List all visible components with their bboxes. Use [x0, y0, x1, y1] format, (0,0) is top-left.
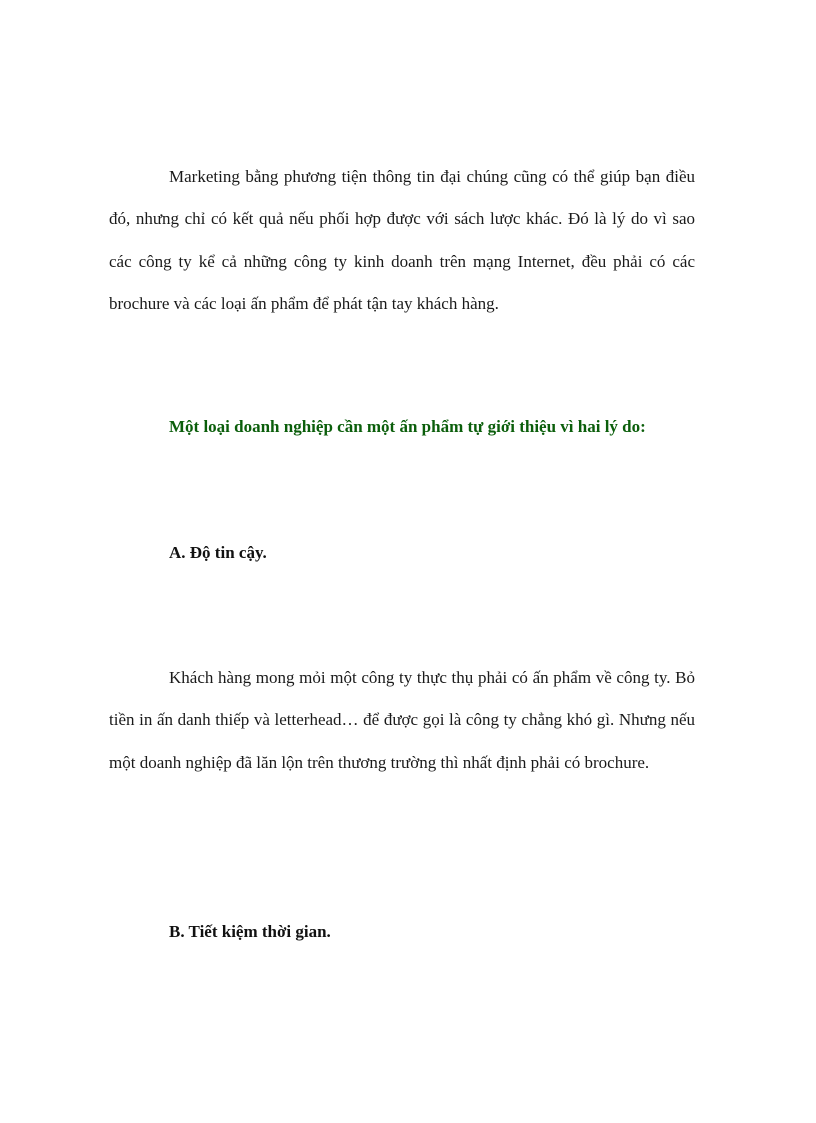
intro-paragraph: Marketing bằng phương tiện thông tin đại chúng cũng có thể giúp bạn điều đó, nhưng chỉ có kết quả nếu phối hợp được với sách lược khác. Đó là lý do vì sao các công ty kể cả những công ty kinh doanh trên mạng Internet, đều phải có các brochure và các loại ấn phẩm để phát tận tay khách hàng. — [109, 167, 695, 313]
section-heading: Một loại doanh nghiệp cần một ấn phẩm tự giới thiệu vì hai lý do: — [169, 417, 646, 436]
reliability-paragraph: Khách hàng mong mỏi một công ty thực thụ phải có ấn phẩm về công ty. Bỏ tiền in ấn danh thiếp và letterhead… để được gọi là công ty chẳng khó gì. Nhưng nếu một doanh nghiệp đã lăn lộn trên thương trường thì nhất định phải có brochure. — [109, 668, 695, 772]
subheading-time-saving: B. Tiết kiệm thời gian. — [169, 922, 331, 941]
subheading-reliability: A. Độ tin cậy. — [169, 543, 267, 562]
